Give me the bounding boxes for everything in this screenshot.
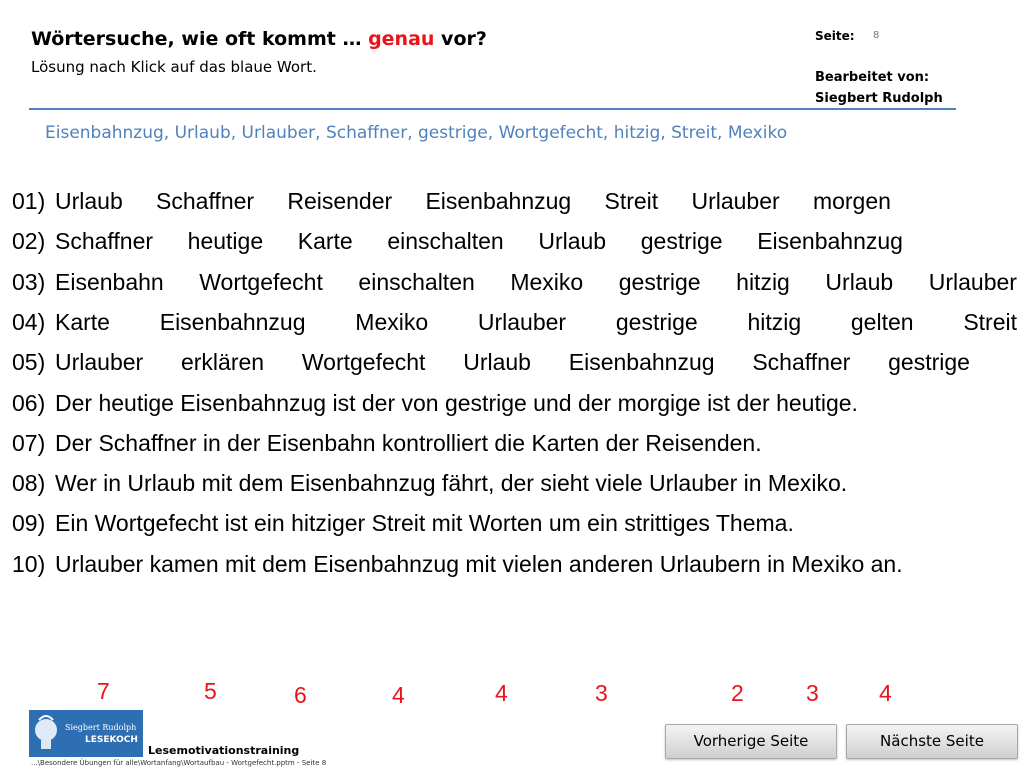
- word-item: Urlauber: [691, 188, 780, 214]
- row-number: 08): [12, 470, 46, 497]
- answer-count: 6: [294, 682, 307, 708]
- lightbulb-logo-icon: [29, 710, 143, 757]
- word-item: Wortgefecht: [301, 349, 426, 376]
- logo-brand: LESEKOCH: [85, 735, 138, 745]
- row-number: 03): [12, 268, 46, 295]
- word-item: Schaffner: [55, 228, 154, 255]
- row-number: 09): [12, 510, 46, 537]
- row-words: [55, 183, 891, 219]
- page-subtitle: Lösung nach Klick auf das blaue Wort.: [31, 58, 317, 76]
- word-item: Eisenbahnzug: [568, 349, 715, 376]
- lesekoch-logo: [29, 710, 143, 757]
- word-item: Wortgefecht: [199, 268, 323, 295]
- sentence-text: Ein Wortgefecht ist ein hitziger Streit mit Worten um ein strittiges Thema.: [55, 510, 794, 537]
- next-page-button[interactable]: Nächste Seite: [846, 724, 1018, 759]
- sentence-text: Urlauber kamen mit dem Eisenbahnzug mit vielen anderen Urlaubern in Mexiko an.: [55, 550, 903, 577]
- row-number: 02): [12, 228, 46, 255]
- word-item: Schaffner: [752, 349, 851, 376]
- word-item: Eisenbahnzug: [757, 228, 903, 255]
- row-words: [55, 344, 970, 380]
- answer-count: 7: [97, 678, 110, 704]
- word-item: Mexiko: [355, 308, 429, 335]
- word-item: gestrige: [888, 349, 970, 376]
- word-item: Mexiko: [510, 268, 584, 295]
- word-item: Urlaub: [538, 228, 607, 255]
- page-title: [31, 28, 487, 50]
- word-item: heutige: [187, 228, 264, 255]
- sentence-row: [12, 546, 1017, 582]
- header-divider: [29, 108, 956, 110]
- title-highlight: genau: [368, 28, 435, 50]
- row-words: [55, 304, 1017, 340]
- row-number: 06): [12, 389, 46, 416]
- editor-info: [815, 67, 943, 109]
- word-item: Schaffner: [156, 188, 255, 214]
- editor-name: Siegbert Rudolph: [815, 91, 943, 106]
- word-item: erklären: [180, 349, 265, 376]
- sentence-row: [12, 385, 1017, 421]
- word-item: Urlauber: [55, 349, 144, 376]
- word-row: [12, 264, 1017, 300]
- word-item: Urlauber: [928, 268, 1017, 295]
- sentence-text: Wer in Urlaub mit dem Eisenbahnzug fährt, der sieht viele Urlauber in Mexiko.: [55, 470, 848, 497]
- word-item: hitzig: [736, 268, 790, 295]
- sentence-row: [12, 425, 1017, 461]
- word-item: gelten: [850, 308, 914, 335]
- word-item: Karte: [55, 308, 110, 335]
- target-word-list[interactable]: Eisenbahnzug, Urlaub, Urlauber, Schaffner, gestrige, Wortgefecht, hitzig, Streit, Mexiko: [45, 123, 788, 143]
- word-item: Urlaub: [825, 268, 894, 295]
- word-item: Eisenbahnzug: [159, 308, 306, 335]
- word-item: morgen: [812, 188, 891, 214]
- word-item: Urlauber: [477, 308, 567, 335]
- sentence-row: [12, 465, 1017, 501]
- answer-count: 2: [731, 680, 744, 706]
- title-part2: vor?: [434, 28, 487, 50]
- word-item: Streit: [963, 308, 1017, 335]
- row-words: [55, 223, 903, 259]
- row-number: 07): [12, 429, 46, 456]
- word-item: gestrige: [618, 268, 701, 295]
- word-item: Streit: [604, 188, 659, 214]
- word-item: Eisenbahn: [55, 268, 164, 295]
- word-item: gestrige: [640, 228, 723, 255]
- word-item: Urlaub: [55, 188, 123, 214]
- word-item: einschalten: [358, 268, 475, 295]
- word-item: Karte: [297, 228, 353, 255]
- word-item: einschalten: [387, 228, 504, 255]
- answer-count: 5: [204, 678, 217, 704]
- word-row: [12, 344, 1017, 380]
- word-item: gestrige: [615, 308, 698, 335]
- row-number: 01): [12, 188, 46, 214]
- editor-line1: Bearbeitet von:: [815, 70, 930, 85]
- sentence-text: Der heutige Eisenbahnzug ist der von gestrige und der morgige ist der heutige.: [55, 389, 858, 416]
- answer-count: 4: [495, 680, 508, 706]
- title-part1: Wörtersuche, wie oft kommt …: [31, 28, 369, 50]
- word-item: Urlaub: [463, 349, 531, 376]
- word-item: Reisender: [287, 188, 393, 214]
- word-row: [12, 183, 1017, 219]
- answer-count: 3: [595, 680, 608, 706]
- word-row: [12, 304, 1017, 340]
- previous-page-button[interactable]: Vorherige Seite: [665, 724, 837, 759]
- page-number: 8: [873, 30, 880, 41]
- answer-count: 3: [806, 680, 819, 706]
- answer-count: 4: [879, 680, 892, 706]
- word-row: [12, 223, 1017, 259]
- row-number: 10): [12, 550, 46, 577]
- file-path: ...\Besondere Übungen für alle\Wortanfang\Wortaufbau - Wortgefecht.pptm - Seite 8: [31, 759, 327, 767]
- word-item: Eisenbahnzug: [425, 188, 572, 214]
- logo-author: Siegbert Rudolph: [65, 723, 137, 732]
- row-words: [55, 264, 1017, 300]
- row-number: 05): [12, 349, 46, 376]
- page-label: Seite:: [815, 29, 855, 43]
- sentence-row: [12, 505, 1017, 541]
- word-item: hitzig: [747, 308, 802, 335]
- brand-label: Lesemotivationstraining: [148, 744, 300, 757]
- sentence-text: Der Schaffner in der Eisenbahn kontrolliert die Karten der Reisenden.: [55, 429, 762, 456]
- answer-count: 4: [392, 682, 405, 708]
- row-number: 04): [12, 308, 46, 335]
